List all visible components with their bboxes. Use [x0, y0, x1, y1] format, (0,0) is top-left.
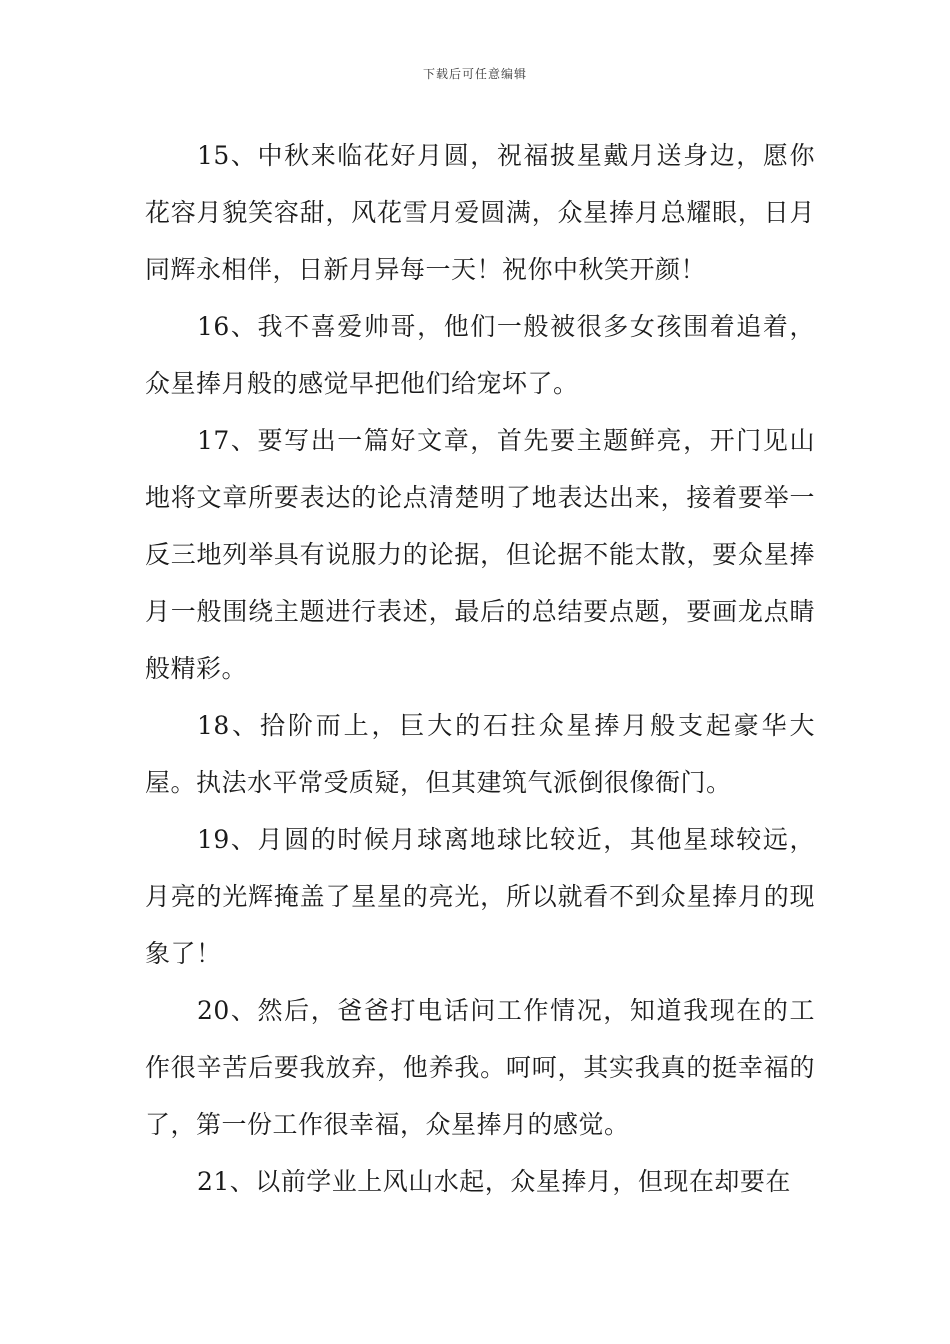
page-header: 下载后可任意编辑 [422, 67, 527, 81]
paragraph-16: 16、我不喜爱帅哥，他们一般被很多女孩围着追着，众星捧月般的感觉早把他们给宠坏了。 [145, 312, 815, 398]
document-body [145, 127, 815, 1210]
paragraph-15: 15、中秋来临花好月圆，祝福披星戴月送身边，愿你花容月貌笑容甜，风花雪月爱圆满，众星捧月总耀眼，日月同辉永相伴，日新月异每一天！祝你中秋笑开颜！ [145, 141, 815, 284]
paragraph-20: 20、然后，爸爸打电话问工作情况，知道我现在的工作很辛苦后要我放弃，他养我。呵呵，其实我真的挺幸福的了，第一份工作很幸福，众星捧月的感觉。 [145, 996, 815, 1139]
paragraph-19: 19、月圆的时候月球离地球比较近，其他星球较远，月亮的光辉掩盖了星星的亮光，所以就看不到众星捧月的现象了！ [145, 825, 815, 968]
paragraph-21: 21、以前学业上风山水起，众星捧月，但现在却要在 [197, 1167, 791, 1196]
paragraph-17: 17、要写出一篇好文章，首先要主题鲜亮，开门见山地将文章所要表达的论点清楚明了地表达出来，接着要举一反三地列举具有说服力的论据，但论据不能太散，要众星捧月一般围绕主题进行表述，最后的总结要点题，要画龙点睛般精彩。 [145, 426, 815, 683]
paragraph-18: 18、拾阶而上，巨大的石拄众星捧月般支起豪华大屋。执法水平常受质疑，但其建筑气派倒很像衙门。 [145, 711, 815, 797]
